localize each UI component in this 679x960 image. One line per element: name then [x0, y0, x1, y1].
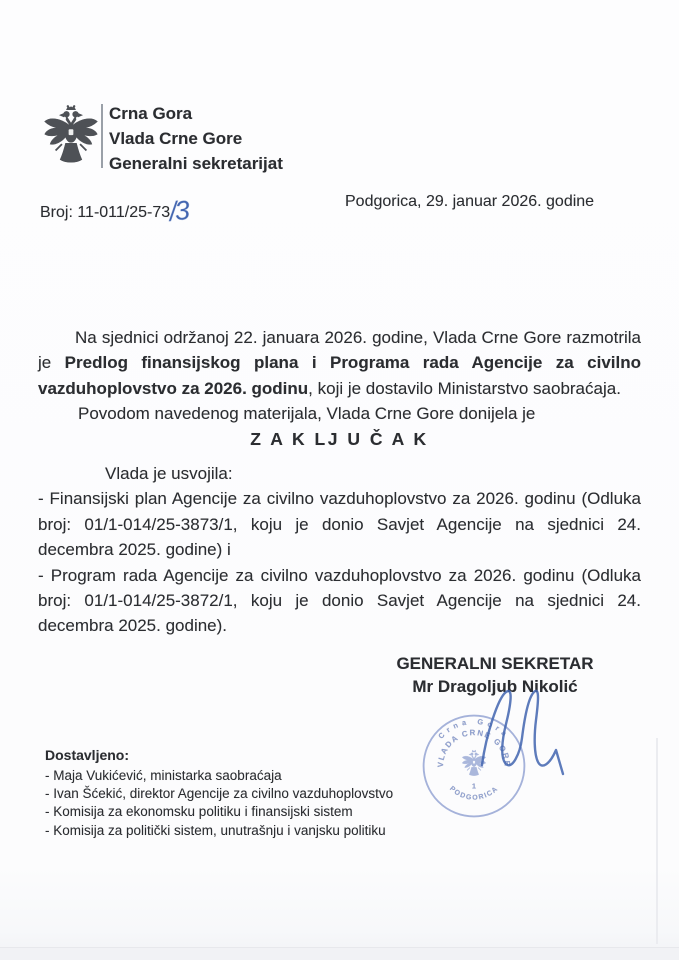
document-number-printed: Broj: 11-011/25-73	[40, 204, 171, 221]
stamp-ring-text: VLADA CRNE GORE	[436, 728, 512, 768]
signatory-name: Mr Dragoljub Nikolić	[412, 677, 578, 696]
letterhead	[42, 100, 283, 176]
conclusion-intro: Vlada je usvojila:	[105, 464, 233, 484]
place-and-date: Podgorica, 29. januar 2026. godine	[345, 193, 595, 210]
paragraph-1-closing: , koji je dostavilo Ministarstvo saobraćaja.	[308, 378, 621, 398]
body-paragraph-2: Povodom navedenog materijala, Vlada Crne Gore donijela je	[78, 404, 536, 424]
distribution-label: Dostavljeno:	[45, 747, 130, 763]
document-body	[38, 325, 641, 639]
letterhead-divider	[101, 104, 103, 168]
conclusion-item-2: - Program rada Agencije za civilno vazduhoplovstvo za 2026. godinu (Odluka broj: 01/1-014/25-3872/1, koju je donio Savjet Agencije na sjednici 24. decembra 2025. godine).	[38, 565, 641, 636]
body-paragraph-1	[38, 325, 641, 401]
conclusion-heading: Z A K LJ U Č A K	[250, 428, 429, 449]
handwritten-number-suffix: /3	[167, 195, 190, 227]
org-secretariat: Generalni sekretarijat	[109, 154, 283, 173]
paragraph-1-bold-title: Predlog finansijskog plana i Programa rada Agencije za civilno vazduhoplovstvo za 2026. godinu	[38, 353, 641, 398]
stamp-bottom-text: PODGORICA	[448, 785, 500, 802]
handwritten-signature	[476, 680, 576, 790]
paragraph-1-text: Na sjednici održanoj 22. januara 2026. godine, Vlada Crne Gore razmotrila je	[38, 328, 641, 373]
stamp-number: 1	[471, 781, 477, 791]
scan-artifact-bottom-edge	[0, 947, 679, 960]
issuing-authority	[109, 100, 283, 176]
distribution-item-1: - Maja Vukićević, ministarka saobraćaja	[45, 768, 282, 783]
org-government: Vlada Crne Gore	[109, 129, 243, 148]
distribution-item-4: - Komisija za politički sistem, unutrašnju i vanjsku politiku	[45, 822, 386, 838]
conclusion-item-1: - Finansijski plan Agencije za civilno vazduhoplovstvo za 2026. godinu (Odluka broj: 01/1-014/25-3873/1, koju je donio Savjet Agencije na sjednici 24. decembra 2025. godine) i	[38, 489, 641, 560]
signatory-title: GENERALNI SEKRETAR	[396, 654, 594, 673]
coat-of-arms-icon	[42, 100, 100, 172]
org-country: Crna Gora	[109, 104, 193, 123]
stamp-outer-text: Crna Gora	[436, 716, 512, 741]
distribution-list	[45, 746, 393, 840]
distribution-item-3: - Komisija za ekonomsku politiku i finansijski sistem	[45, 804, 353, 820]
distribution-item-2: - Ivan Šćekić, direktor Agencije za civilno vazduhoplovstvo	[45, 786, 394, 802]
document-number	[40, 193, 190, 227]
scan-artifact-streak	[656, 738, 658, 944]
